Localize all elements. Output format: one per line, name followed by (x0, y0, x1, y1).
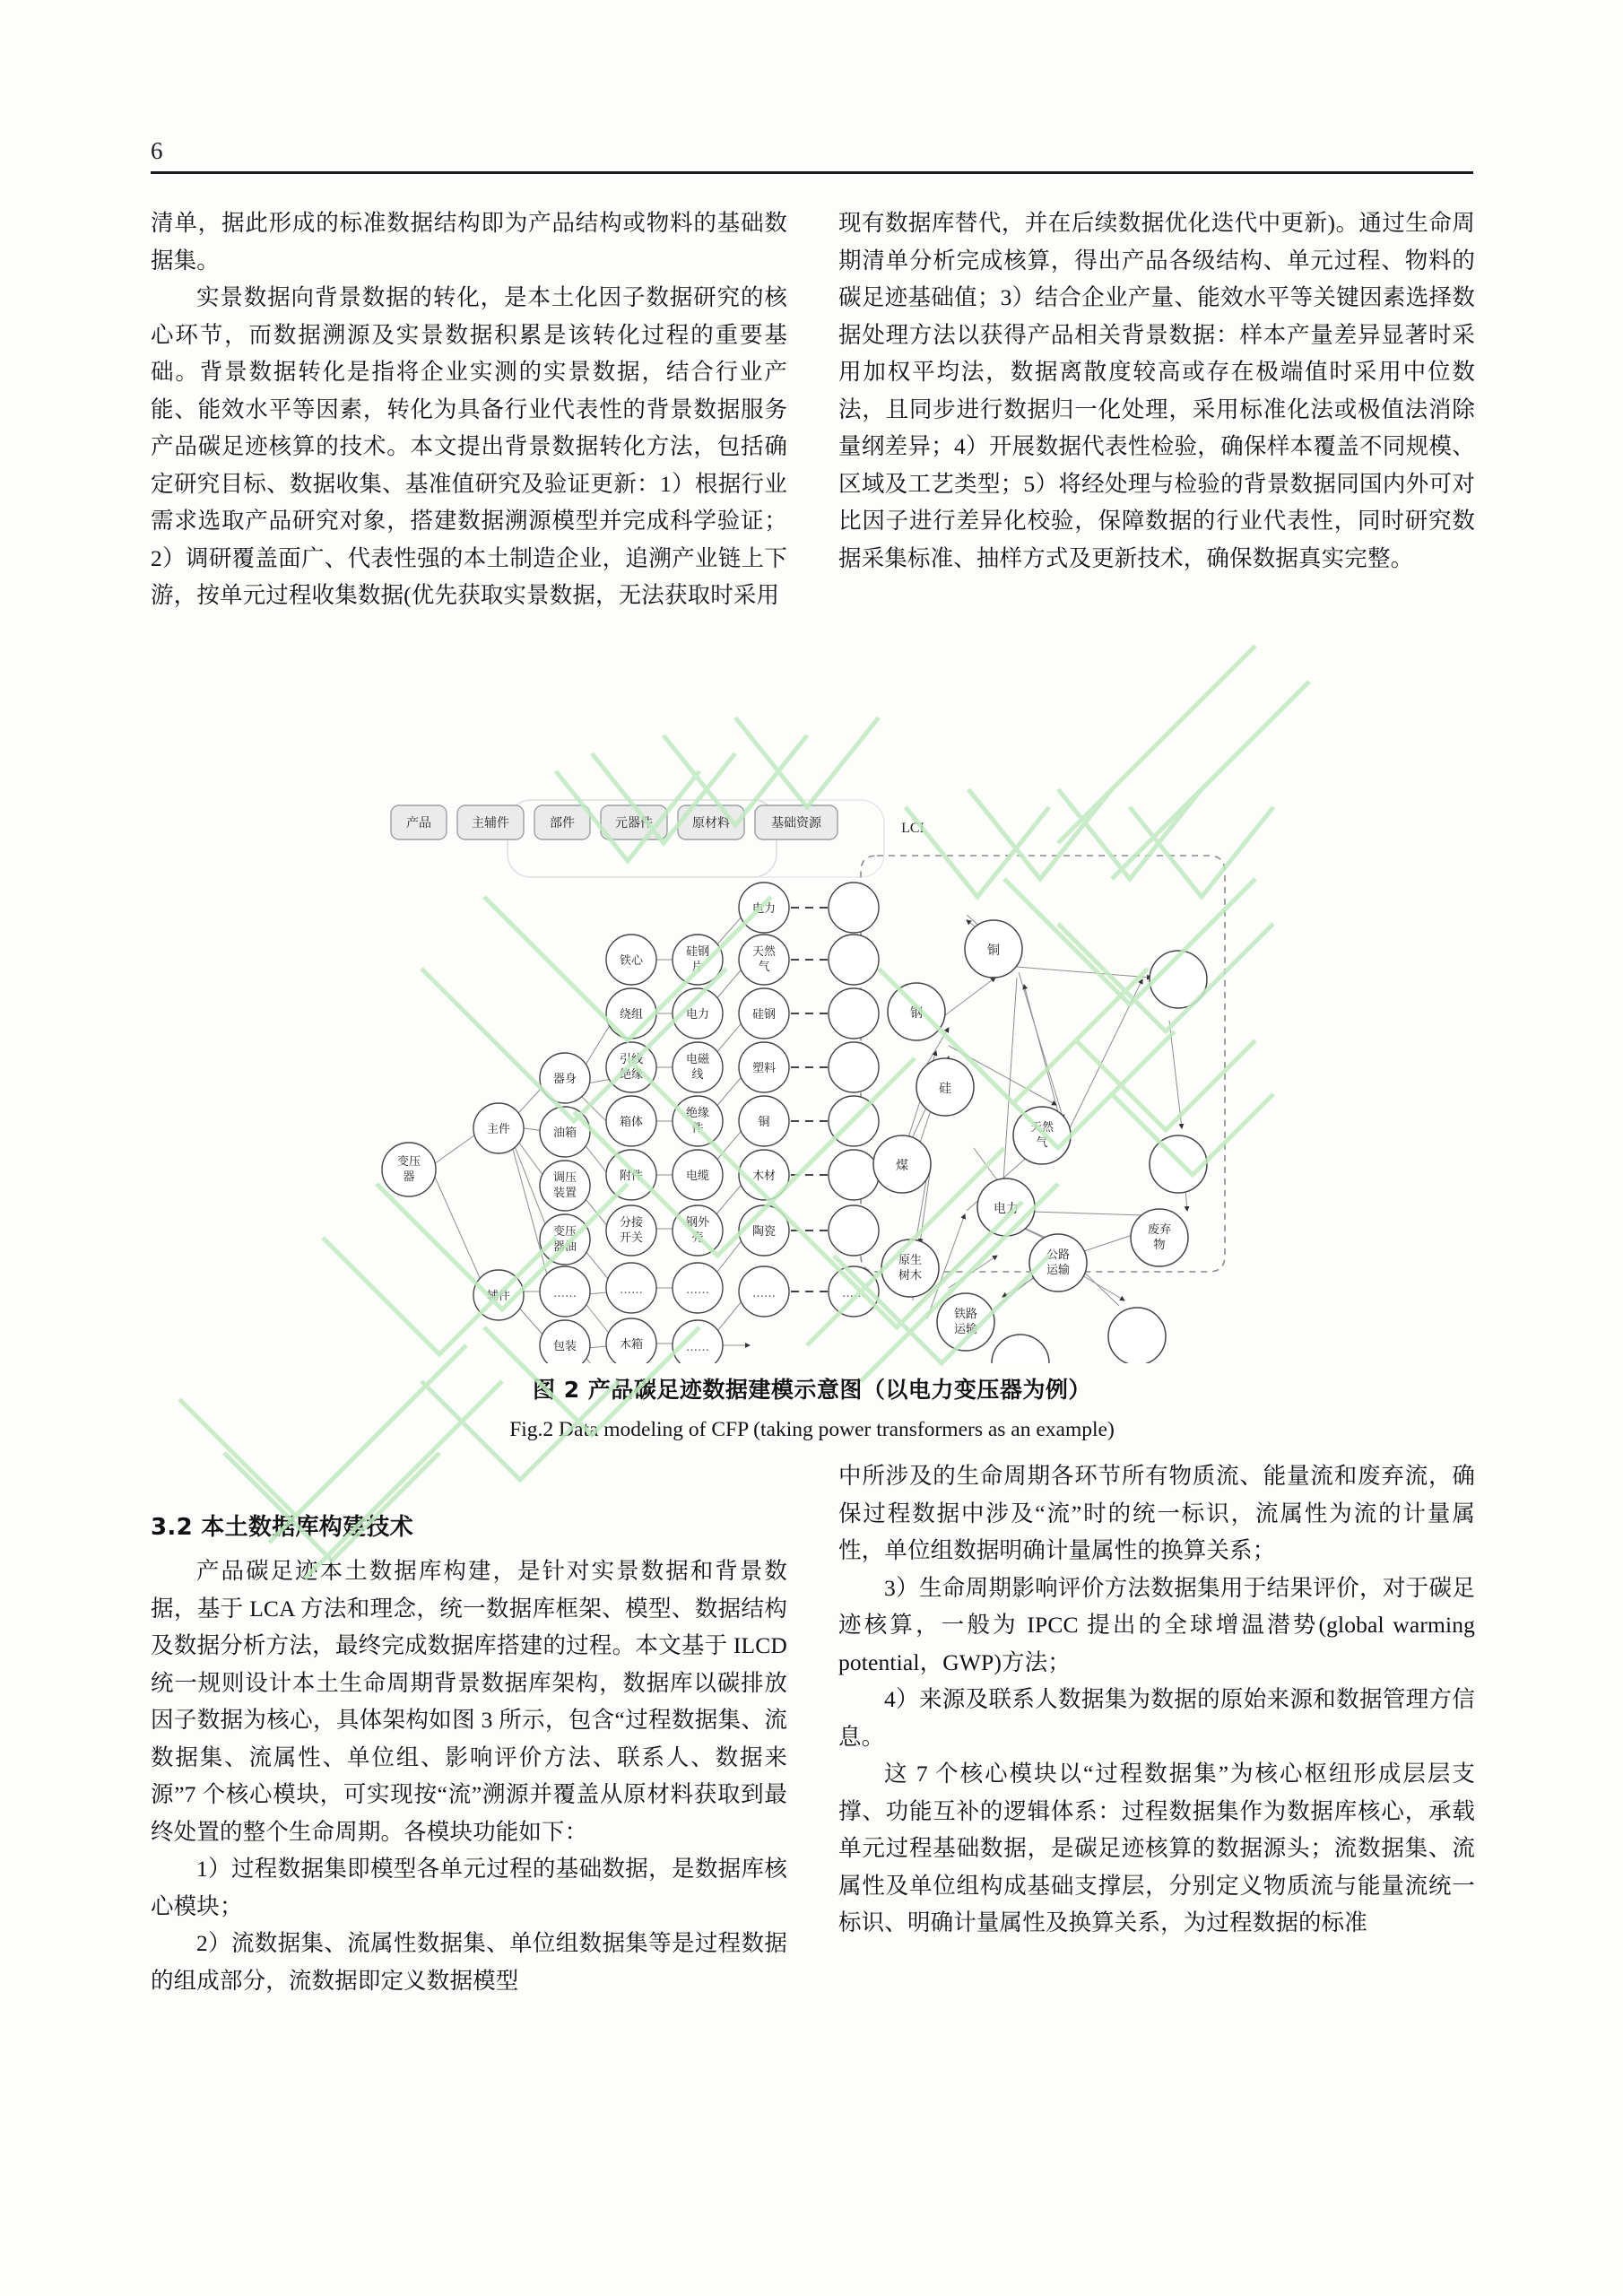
svg-text:铁路: 铁路 (953, 1308, 978, 1321)
tree-node (540, 1214, 590, 1265)
svg-text:油箱: 油箱 (552, 1126, 577, 1140)
tree-node (739, 1205, 789, 1256)
lci-node (873, 1135, 931, 1193)
tree-node (673, 1042, 723, 1092)
lci-node (992, 1335, 1049, 1363)
svg-text:天然: 天然 (1029, 1121, 1055, 1135)
svg-text:……: …… (620, 1283, 643, 1297)
svg-text:树木: 树木 (898, 1269, 923, 1283)
svg-text:线: 线 (691, 1068, 704, 1082)
diagram-canvas (375, 789, 1280, 1363)
svg-text:引线: 引线 (619, 1053, 644, 1066)
tree-node (606, 1042, 656, 1092)
svg-text:变压: 变压 (396, 1155, 421, 1169)
lci-receiver-node (829, 1150, 879, 1200)
lci-node (937, 1293, 994, 1351)
lci-node (881, 1239, 939, 1297)
svg-text:箱体: 箱体 (619, 1116, 644, 1129)
svg-text:开关: 开关 (619, 1231, 644, 1245)
svg-text:木箱: 木箱 (619, 1338, 644, 1352)
svg-text:件: 件 (691, 1122, 704, 1135)
tree-node (540, 1161, 590, 1211)
lci-node (1131, 1209, 1188, 1266)
svg-text:铁心: 铁心 (619, 954, 644, 968)
lci-label: LCI (901, 821, 924, 836)
tree-node (739, 883, 789, 933)
figure-caption-en: Fig.2 Data modeling of CFP (taking power transformers as an example) (509, 1418, 1115, 1441)
lci-node (977, 1178, 1035, 1236)
svg-text:电力: 电力 (685, 1008, 710, 1022)
lci-node (888, 983, 945, 1040)
tree-node (540, 1053, 590, 1103)
svg-text:电磁: 电磁 (685, 1053, 710, 1066)
svg-text:绕组: 绕组 (619, 1008, 644, 1022)
paragraph: 4）来源及联系人数据集为数据的原始来源和数据管理方信息。 (838, 1686, 1475, 1750)
svg-text:钢外: 钢外 (685, 1216, 710, 1230)
svg-text:天然: 天然 (751, 945, 777, 959)
svg-text:硅: 硅 (939, 1082, 951, 1096)
lci-receiver-node (829, 1042, 879, 1092)
svg-text:绝缘: 绝缘 (685, 1107, 710, 1120)
svg-text:气: 气 (1036, 1136, 1048, 1150)
tree-node (673, 1263, 723, 1313)
tree-node (739, 1096, 789, 1146)
lci-node (1150, 951, 1207, 1008)
svg-text:电力: 电力 (994, 1202, 1019, 1216)
svg-text:主件: 主件 (486, 1123, 511, 1136)
lci-receiver-node (829, 1096, 879, 1146)
paragraph: 这 7 个核心模块以“过程数据集”为核心枢纽形成层层支撑、功能互补的逻辑体系：过程数据集作为数据库核心，承载单元过程基础数据，是碳足迹核算的数据源头；流数据集、流属性及单位组构成基础支撑层，分别定义物质流与能量流统一标识、明确计量属性及换算关系，为过程数据的标准 (838, 1761, 1475, 1935)
tree-node (540, 1107, 590, 1157)
lci-node (1150, 1135, 1207, 1193)
header-box-group (391, 805, 838, 839)
svg-text:……: …… (842, 1287, 865, 1300)
section-heading-3-2: 3.2 本土数据库构建技术 (151, 1514, 414, 1541)
tree-node (739, 1266, 789, 1317)
svg-text:铜: 铜 (987, 944, 1000, 958)
figure-caption-cn: 图 2 产品碳足迹数据建模示意图（以电力变压器为例） (533, 1377, 1091, 1403)
svg-text:调压: 调压 (552, 1171, 577, 1185)
tree-node (606, 1096, 656, 1146)
tree-node (540, 1320, 590, 1363)
svg-text:器油: 器油 (552, 1240, 577, 1254)
svg-text:附件: 附件 (619, 1170, 644, 1183)
lci-node (1108, 1308, 1166, 1363)
svg-text:塑料: 塑料 (751, 1062, 777, 1075)
lci-receiver-node (829, 988, 879, 1039)
svg-text:木材: 木材 (751, 1170, 777, 1183)
svg-text:……: …… (752, 1287, 776, 1300)
svg-text:辅件: 辅件 (486, 1290, 511, 1303)
paragraph: 产品碳足迹本土数据库构建，是针对实景数据和背景数据，基于 LCA 方法和理念，统一数据库框架、模型、数据结构及数据分析方法，最终完成数据库搭建的过程。本文基于 ILCD 统一规则设计本土生命周期背景数据库架构，数据库以碳排放因子数据为核心，具体架构如图 3 所示，包含“过程数据集、流数据集、流属性、单位组、影响评价方法、联系人、数据来源”7 个核心模块，可实现按“流”溯源并覆盖从原材料获取到最终处置的整个生命周期。各模块功能如下： (151, 1558, 787, 1845)
svg-text:气: 气 (758, 961, 770, 974)
tree-node (739, 935, 789, 985)
svg-text:……: …… (553, 1287, 577, 1300)
svg-text:废弃: 废弃 (1147, 1223, 1172, 1237)
svg-text:壳: 壳 (691, 1231, 704, 1245)
lci-receiver-node (829, 935, 879, 985)
svg-text:原材料: 原材料 (692, 816, 730, 831)
svg-text:铜: 铜 (758, 1116, 770, 1129)
svg-text:包装: 包装 (552, 1340, 577, 1353)
tree-node (673, 1320, 723, 1363)
tree-node (739, 988, 789, 1039)
page-number: 6 (151, 137, 163, 164)
column-right-top (838, 204, 1475, 577)
tree-node (606, 1205, 656, 1256)
svg-text:陶瓷: 陶瓷 (751, 1225, 777, 1239)
tree-node (673, 1205, 723, 1256)
svg-text:原生: 原生 (898, 1254, 923, 1267)
lci-receiver-node (829, 883, 879, 933)
svg-text:分接: 分接 (619, 1216, 644, 1230)
header-rule (151, 171, 1473, 174)
svg-text:……: …… (686, 1341, 709, 1354)
column-right-bottom (838, 1457, 1475, 1942)
tree-node (673, 1096, 723, 1146)
svg-text:硅钢: 硅钢 (685, 945, 710, 959)
svg-text:煤: 煤 (896, 1159, 908, 1173)
tree-node (606, 935, 656, 985)
svg-text:装置: 装置 (552, 1187, 577, 1200)
tree-node (739, 1150, 789, 1200)
paragraph: 1）过程数据集即模型各单元过程的基础数据，是数据库核心模块； (151, 1856, 787, 1919)
svg-text:主辅件: 主辅件 (472, 816, 509, 831)
lci-node (1029, 1234, 1087, 1292)
svg-text:基础资源: 基础资源 (771, 816, 821, 831)
tree-node (606, 1318, 656, 1363)
paragraph: 3）生命周期影响评价方法数据集用于结果评价，对于碳足迹核算，一般为 IPCC 提出的全球增温潜势(global warming potential，GWP)方法； (838, 1574, 1475, 1675)
svg-text:物: 物 (1153, 1239, 1166, 1252)
tree-node (673, 1150, 723, 1200)
paragraph: 现有数据库替代，并在后续数据优化迭代中更新)。通过生命周期清单分析完成核算，得出产品各级结构、单元过程、物料的碳足迹基础值；3）结合企业产量、能效水平等关键因素选择数据处理方法以获得产品相关背景数据：样本产量差异显著时采用加权平均法，数据离散度较高或存在极端值时采用中位数法，且同步进行数据归一化处理，采用标准化法或极值法消除量纲差异；4）开展数据代表性检验，确保样本覆盖不同规模、区域及工艺类型；5）将经处理与检验的背景数据同国内外可对比因子进行差异化校验，保障数据的行业代表性，同时研究数据采集标准、抽样方式及更新技术，确保数据真实完整。 (838, 210, 1475, 571)
tree-node (739, 1042, 789, 1092)
paragraph: 中所涉及的生命周期各环节所有物质流、能量流和废弃流，确保过程数据中涉及“流”时的统一标识，流属性为流的计量属性，单位组数据明确计量属性的换算关系； (838, 1463, 1475, 1563)
svg-text:产品: 产品 (406, 816, 431, 831)
tree-node (606, 1150, 656, 1200)
svg-text:绝缘: 绝缘 (619, 1068, 644, 1082)
tree-node (606, 988, 656, 1039)
svg-text:公路: 公路 (1046, 1248, 1071, 1262)
paragraph: 2）流数据集、流属性数据集、单位组数据集等是过程数据的组成部分，流数据即定义数据模型 (151, 1930, 787, 1994)
paragraph: 实景数据向背景数据的转化，是本土化因子数据研究的核心环节，而数据溯源及实景数据积累是该转化过程的重要基础。背景数据转化是指将企业实测的实景数据，结合行业产能、能效水平等因素，转化为具备行业代表性的背景数据服务产品碳足迹核算的技术。本文提出背景数据转化方法，包括确定研究目标、数据收集、基准值研究及验证更新：1）根据行业需求选取产品研究对象，搭建数据溯源模型并完成科学验证；2）调研覆盖面广、代表性强的本土制造企业，追溯产业链上下游，按单元过程收集数据(优先获取实景数据，无法获取时采用 (151, 284, 787, 608)
tree-node (540, 1266, 590, 1317)
svg-text:……: …… (686, 1283, 709, 1297)
column-left-top (151, 204, 787, 614)
page-header (151, 139, 1473, 174)
tree-node (382, 1143, 436, 1196)
tree-node (473, 1103, 524, 1153)
lci-node (965, 920, 1022, 978)
lci-receiver-node (829, 1205, 879, 1256)
svg-text:运输: 运输 (1046, 1264, 1071, 1277)
svg-text:器身: 器身 (552, 1073, 577, 1086)
svg-text:变压: 变压 (552, 1225, 577, 1239)
lci-receiver-node (829, 1266, 879, 1317)
tree-node (673, 935, 723, 985)
svg-text:电力: 电力 (751, 902, 777, 916)
svg-text:片: 片 (691, 961, 704, 974)
tree-node (473, 1270, 524, 1320)
figure-2 (151, 789, 1473, 1498)
svg-text:运输: 运输 (953, 1323, 978, 1336)
svg-text:元器件: 元器件 (615, 816, 653, 831)
tree-node (606, 1263, 656, 1313)
paragraph: 清单，据此形成的标准数据结构即为产品结构或物料的基础数据集。 (151, 210, 787, 274)
svg-text:钢: 钢 (910, 1006, 923, 1021)
lci-node (916, 1058, 974, 1116)
svg-text:器: 器 (403, 1170, 415, 1184)
svg-text:硅钢: 硅钢 (751, 1008, 777, 1022)
svg-text:电缆: 电缆 (685, 1170, 710, 1183)
column-left-bottom (151, 1509, 787, 1999)
svg-text:部件: 部件 (550, 816, 575, 831)
lci-node (1013, 1107, 1071, 1164)
tree-node (673, 988, 723, 1039)
figure-caption (151, 1372, 1473, 1448)
